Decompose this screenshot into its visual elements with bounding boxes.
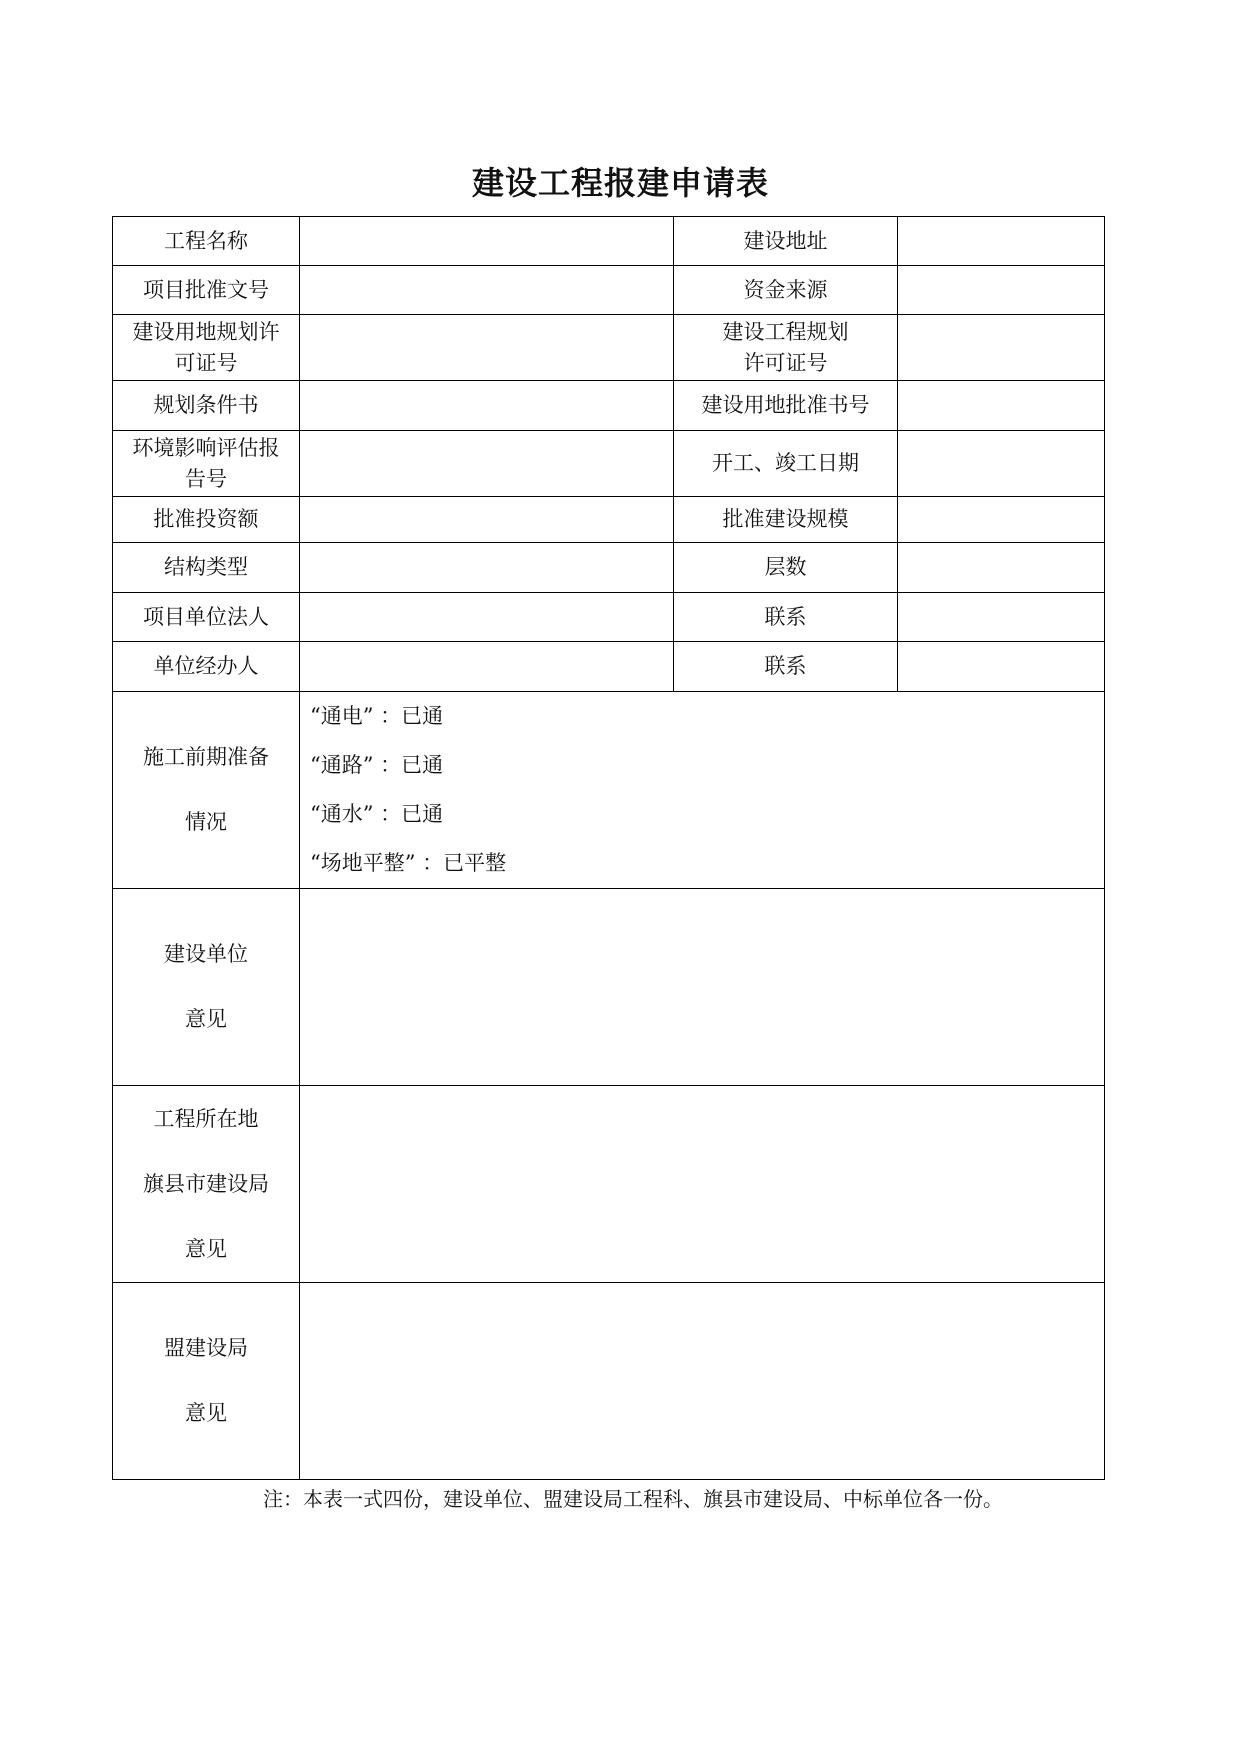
field-value[interactable] bbox=[898, 642, 1105, 692]
field-value[interactable] bbox=[300, 266, 674, 315]
field-label: 联系 bbox=[674, 642, 898, 692]
field-value[interactable] bbox=[300, 217, 674, 266]
preparation-label: 施工前期准备 情况 bbox=[113, 692, 300, 889]
field-label: 建设用地规划许 可证号 bbox=[113, 315, 300, 381]
field-value[interactable] bbox=[300, 543, 674, 593]
field-label: 建设地址 bbox=[674, 217, 898, 266]
field-value[interactable] bbox=[300, 497, 674, 543]
field-label: 项目单位法人 bbox=[113, 593, 300, 642]
field-value[interactable] bbox=[898, 315, 1105, 381]
field-label: 单位经办人 bbox=[113, 642, 300, 692]
preparation-row bbox=[113, 692, 1105, 889]
construction-unit-opinion-field[interactable] bbox=[300, 889, 1105, 1086]
field-label: 结构类型 bbox=[113, 543, 300, 593]
field-label: 建设工程规划 许可证号 bbox=[674, 315, 898, 381]
field-value[interactable] bbox=[898, 543, 1105, 593]
preparation-item: “通电” ：已通 bbox=[310, 704, 444, 728]
field-value[interactable] bbox=[300, 642, 674, 692]
footnote: 注：本表一式四份，建设单位、盟建设局工程科、旗县市建设局、中标单位各一份。 bbox=[263, 1487, 1003, 1511]
field-value[interactable] bbox=[898, 381, 1105, 431]
form-row bbox=[113, 543, 1105, 593]
field-value[interactable] bbox=[898, 431, 1105, 497]
field-value[interactable] bbox=[898, 593, 1105, 642]
field-value[interactable] bbox=[300, 431, 674, 497]
application-form-table bbox=[112, 216, 1105, 1480]
preparation-item: “通水” ：已通 bbox=[310, 802, 444, 826]
field-label: 建设用地批准书号 bbox=[674, 381, 898, 431]
form-row bbox=[113, 642, 1105, 692]
opinion-label: 建设单位 意见 bbox=[113, 889, 300, 1086]
league-bureau-opinion-field[interactable] bbox=[300, 1283, 1105, 1480]
field-value[interactable] bbox=[300, 315, 674, 381]
form-row bbox=[113, 431, 1105, 497]
form-row bbox=[113, 217, 1105, 266]
field-value[interactable] bbox=[898, 266, 1105, 315]
opinion-row bbox=[113, 1283, 1105, 1480]
opinion-label: 工程所在地 旗县市建设局 意见 bbox=[113, 1086, 300, 1283]
field-value[interactable] bbox=[300, 593, 674, 642]
field-label: 层数 bbox=[674, 543, 898, 593]
form-row bbox=[113, 593, 1105, 642]
form-row bbox=[113, 381, 1105, 431]
field-label: 联系 bbox=[674, 593, 898, 642]
form-title: 建设工程报建申请表 bbox=[471, 164, 769, 202]
form-row bbox=[113, 497, 1105, 543]
field-label: 开工、竣工日期 bbox=[674, 431, 898, 497]
field-value[interactable] bbox=[300, 381, 674, 431]
field-value[interactable] bbox=[898, 217, 1105, 266]
opinion-row bbox=[113, 1086, 1105, 1283]
field-label: 规划条件书 bbox=[113, 381, 300, 431]
field-label: 项目批准文号 bbox=[113, 266, 300, 315]
opinion-label: 盟建设局 意见 bbox=[113, 1283, 300, 1480]
form-row bbox=[113, 266, 1105, 315]
preparation-item: “通路” ：已通 bbox=[310, 753, 444, 777]
field-label: 批准投资额 bbox=[113, 497, 300, 543]
field-value[interactable] bbox=[898, 497, 1105, 543]
preparation-item: “场地平整” ：已平整 bbox=[310, 851, 507, 875]
county-bureau-opinion-field[interactable] bbox=[300, 1086, 1105, 1283]
opinion-row bbox=[113, 889, 1105, 1086]
form-row bbox=[113, 315, 1105, 381]
field-label: 批准建设规模 bbox=[674, 497, 898, 543]
field-label: 环境影响评估报 告号 bbox=[113, 431, 300, 497]
preparation-status[interactable] bbox=[300, 692, 1105, 889]
field-label: 资金来源 bbox=[674, 266, 898, 315]
field-label: 工程名称 bbox=[113, 217, 300, 266]
